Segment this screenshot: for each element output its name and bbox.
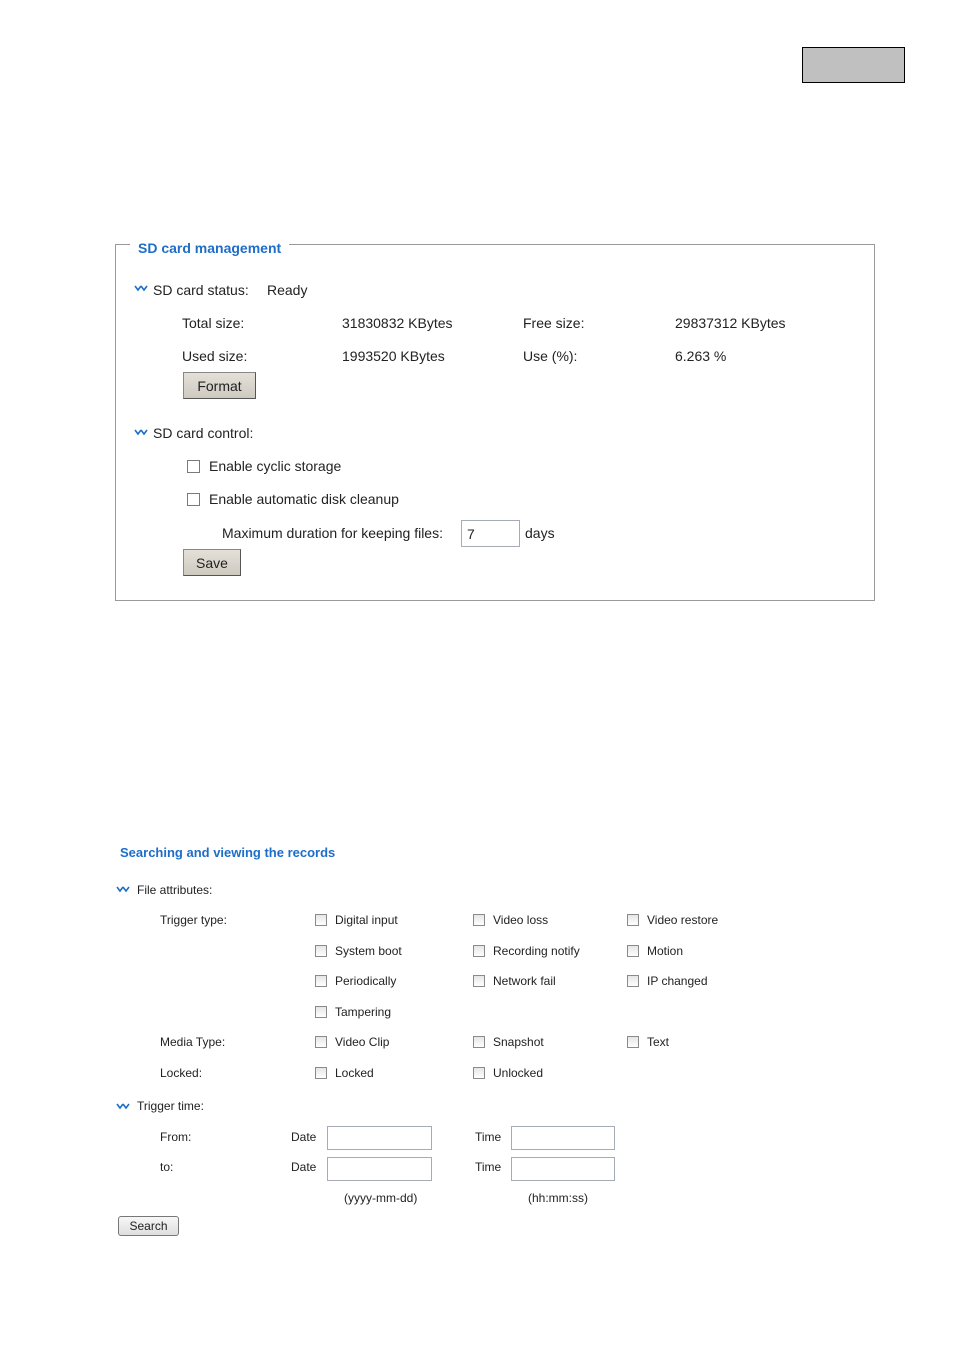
cyclic-storage-label: Enable cyclic storage [209, 458, 342, 474]
max-duration-unit: days [525, 525, 555, 541]
search-button[interactable]: Search [118, 1216, 179, 1236]
expand-chevron-icon[interactable] [116, 885, 130, 895]
from-time-label: Time [475, 1130, 502, 1144]
media-type-label: Media Type: [160, 1035, 226, 1049]
trigger-periodically-checkbox[interactable] [315, 975, 327, 987]
expand-chevron-icon[interactable] [116, 1102, 130, 1112]
trigger-tampering-label: Tampering [335, 1005, 392, 1019]
trigger-video-restore-label: Video restore [647, 913, 719, 927]
format-button[interactable]: Format [183, 372, 256, 399]
to-date-label: Date [291, 1160, 317, 1174]
free-size-value: 29837312 KBytes [675, 315, 786, 331]
from-label: From: [160, 1130, 192, 1144]
expand-chevron-icon[interactable] [134, 428, 148, 438]
from-date-input[interactable] [327, 1126, 432, 1150]
use-percent-value: 6.263 % [675, 348, 727, 364]
media-snapshot-checkbox[interactable] [473, 1036, 485, 1048]
total-size-label: Total size: [182, 315, 245, 331]
max-duration-input[interactable] [461, 520, 520, 547]
media-video-clip-label: Video Clip [335, 1035, 390, 1049]
date-format-hint: (yyyy-mm-dd) [344, 1191, 418, 1205]
file-attributes-label: File attributes: [137, 883, 213, 897]
trigger-video-loss-checkbox[interactable] [473, 914, 485, 926]
sd-card-control-label: SD card control: [153, 425, 254, 441]
trigger-periodically-label: Periodically [335, 974, 397, 988]
locked-checkbox[interactable] [315, 1067, 327, 1079]
expand-chevron-icon[interactable] [134, 284, 148, 294]
trigger-ip-changed-checkbox[interactable] [627, 975, 639, 987]
media-video-clip-checkbox[interactable] [315, 1036, 327, 1048]
trigger-system-boot-checkbox[interactable] [315, 945, 327, 957]
trigger-motion-checkbox[interactable] [627, 945, 639, 957]
to-time-input[interactable] [511, 1157, 615, 1181]
total-size-value: 31830832 KBytes [342, 315, 453, 331]
to-time-label: Time [475, 1160, 502, 1174]
used-size-value: 1993520 KBytes [342, 348, 445, 364]
page-header-box [802, 47, 905, 83]
time-format-hint: (hh:mm:ss) [528, 1191, 588, 1205]
to-date-input[interactable] [327, 1157, 432, 1181]
trigger-time-label: Trigger time: [137, 1099, 204, 1113]
trigger-system-boot-label: System boot [335, 944, 402, 958]
sd-card-management-title: SD card management [130, 238, 289, 258]
trigger-network-fail-label: Network fail [493, 974, 556, 988]
locked-option-label: Locked [335, 1066, 374, 1080]
trigger-digital-input-label: Digital input [335, 913, 398, 927]
free-size-label: Free size: [523, 315, 585, 331]
save-button[interactable]: Save [183, 549, 241, 576]
trigger-video-loss-label: Video loss [493, 913, 549, 927]
sd-card-status-label: SD card status: [153, 282, 249, 298]
max-duration-label: Maximum duration for keeping files: [222, 525, 443, 541]
trigger-type-label: Trigger type: [160, 913, 227, 927]
cyclic-storage-checkbox[interactable] [187, 460, 200, 473]
used-size-label: Used size: [182, 348, 248, 364]
media-text-checkbox[interactable] [627, 1036, 639, 1048]
from-time-input[interactable] [511, 1126, 615, 1150]
use-percent-label: Use (%): [523, 348, 578, 364]
media-snapshot-label: Snapshot [493, 1035, 544, 1049]
unlocked-checkbox[interactable] [473, 1067, 485, 1079]
sd-card-status-value: Ready [267, 282, 308, 298]
trigger-motion-label: Motion [647, 944, 684, 958]
trigger-tampering-checkbox[interactable] [315, 1006, 327, 1018]
from-date-label: Date [291, 1130, 317, 1144]
search-records-title: Searching and viewing the records [120, 845, 336, 860]
trigger-video-restore-checkbox[interactable] [627, 914, 639, 926]
trigger-ip-changed-label: IP changed [647, 974, 708, 988]
media-text-label: Text [647, 1035, 670, 1049]
locked-label: Locked: [160, 1066, 203, 1080]
trigger-digital-input-checkbox[interactable] [315, 914, 327, 926]
auto-cleanup-label: Enable automatic disk cleanup [209, 491, 399, 507]
trigger-network-fail-checkbox[interactable] [473, 975, 485, 987]
trigger-recording-notify-checkbox[interactable] [473, 945, 485, 957]
to-label: to: [160, 1160, 174, 1174]
auto-cleanup-checkbox[interactable] [187, 493, 200, 506]
trigger-recording-notify-label: Recording notify [493, 944, 580, 958]
unlocked-option-label: Unlocked [493, 1066, 544, 1080]
